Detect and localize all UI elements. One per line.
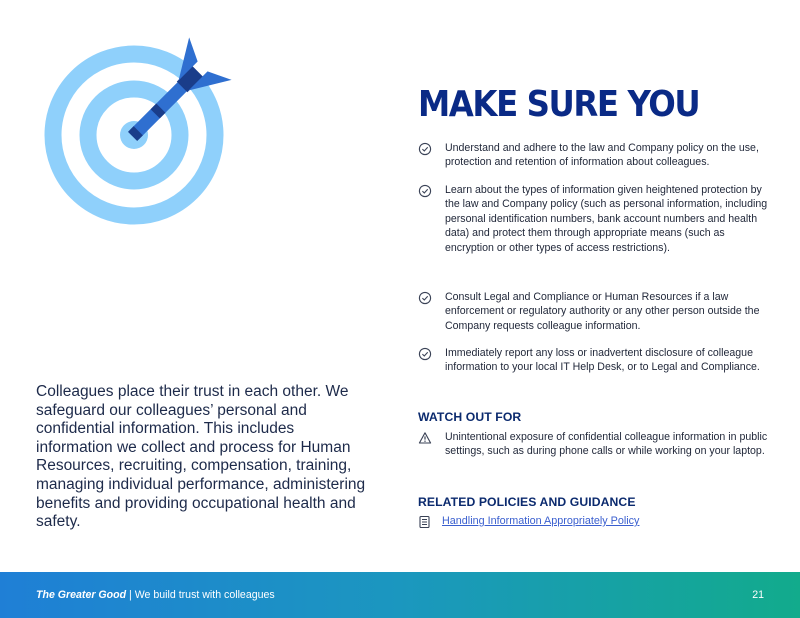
intro-paragraph: Colleagues place their trust in each other. We safeguard our colleagues’ personal and confidential information. This includes information we collect and process for Human Resources, recruiting, compensation, training, managing individual performance, administering benefits and providing occupational health and safety.	[36, 383, 366, 531]
list-item-text: Immediately report any loss or inadvertent disclosure of colleague information to your local IT Help Desk, or to Legal and Compliance.	[445, 347, 760, 374]
warning-item-text: Unintentional exposure of confidential colleague information in public settings, such as during phone calls or while working on your laptop.	[445, 431, 768, 458]
footer-brand: The Greater Good	[36, 589, 127, 601]
footer-bar	[0, 572, 800, 618]
document-icon	[418, 515, 431, 529]
watch-out-heading: WATCH OUT FOR	[418, 410, 522, 424]
page-number: 21	[752, 589, 764, 601]
footer-caption	[36, 589, 275, 601]
warning-triangle-icon	[418, 431, 432, 445]
page-heading: MAKE SURE YOU	[418, 84, 700, 125]
footer-tagline: We build trust with colleagues	[134, 589, 275, 601]
list-item-text: Learn about the types of information given heightened protection by the law and Company policy (such as personal information, including personal identification numbers, bank account numbers and health data) and protect them through appropriate means (such as encryption or other types of access restrictions).	[445, 184, 768, 254]
target-dart-icon	[34, 36, 236, 236]
check-circle-icon	[418, 142, 432, 156]
list-item	[418, 183, 770, 255]
warning-item	[418, 430, 770, 459]
handling-information-policy-link[interactable]: Handling Information Appropriately Policy	[442, 515, 640, 527]
related-policies-heading: RELATED POLICIES AND GUIDANCE	[418, 495, 636, 509]
list-item	[418, 346, 770, 375]
list-item-text: Understand and adhere to the law and Company policy on the use, protection and retention of information about colleagues.	[445, 142, 759, 169]
list-item	[418, 290, 770, 333]
check-circle-icon	[418, 184, 432, 198]
check-circle-icon	[418, 291, 432, 305]
check-circle-icon	[418, 347, 432, 361]
list-item-text: Consult Legal and Compliance or Human Resources if a law enforcement or regulatory authority or any other person outside the Company requests colleague information.	[445, 291, 760, 332]
footer-separator: |	[129, 589, 132, 601]
list-item	[418, 141, 770, 170]
policy-link-row	[418, 514, 639, 529]
